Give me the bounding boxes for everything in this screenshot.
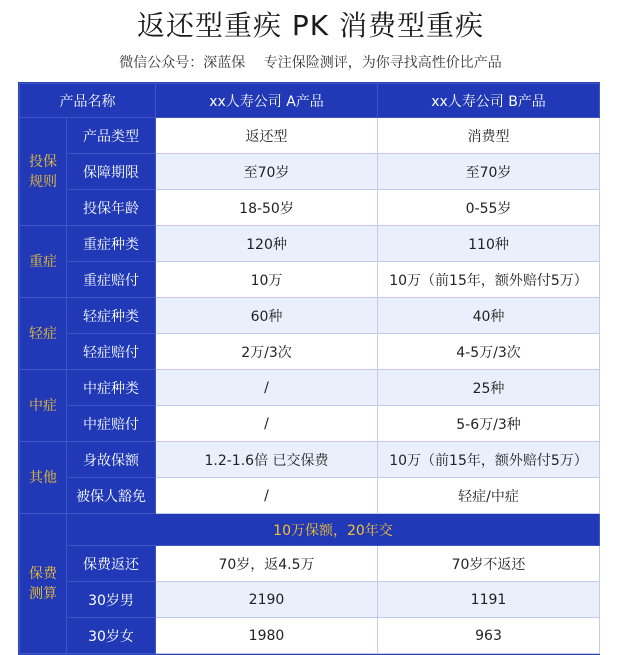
premium-band: 10万保额，20年交 — [67, 514, 600, 546]
header-product-name: 产品名称 — [20, 84, 156, 118]
comparison-table — [18, 82, 600, 655]
product-a-value: / — [156, 370, 378, 406]
row-label: 产品类型 — [67, 118, 156, 154]
table-row — [20, 226, 600, 262]
row-label: 中症赔付 — [67, 406, 156, 442]
product-a-value: 70岁，返4.5万 — [156, 546, 378, 582]
product-a-value: 1980 — [156, 618, 378, 654]
table-row — [20, 478, 600, 514]
header-product-b: xx人寿公司 B产品 — [378, 84, 600, 118]
table-row — [20, 546, 600, 582]
row-label: 30岁男 — [67, 582, 156, 618]
product-b-value: 至70岁 — [378, 154, 600, 190]
row-label: 轻症种类 — [67, 298, 156, 334]
product-a-value: 返还型 — [156, 118, 378, 154]
table-row — [20, 406, 600, 442]
category-qingzheng: 轻症 — [20, 298, 67, 370]
table-row — [20, 298, 600, 334]
product-b-value: 10万（前15年，额外赔付5万） — [378, 262, 600, 298]
product-b-value: 40种 — [378, 298, 600, 334]
product-a-value: 60种 — [156, 298, 378, 334]
row-label: 重症赔付 — [67, 262, 156, 298]
table-row — [20, 262, 600, 298]
row-label: 30岁女 — [67, 618, 156, 654]
table-row — [20, 190, 600, 226]
product-b-value: 轻症/中症 — [378, 478, 600, 514]
row-label: 保障期限 — [67, 154, 156, 190]
product-b-value: 25种 — [378, 370, 600, 406]
table-row — [20, 582, 600, 618]
product-b-value: 0-55岁 — [378, 190, 600, 226]
page-title: 返还型重疾 PK 消费型重疾 — [136, 9, 485, 42]
category-qita: 其他 — [20, 442, 67, 514]
product-b-value: 10万（前15年，额外赔付5万） — [378, 442, 600, 478]
row-label: 投保年龄 — [67, 190, 156, 226]
category-zhongzheng-mid: 中症 — [20, 370, 67, 442]
page-subtitle: 微信公众号：深蓝保 专注保险测评，为你寻找高性价比产品 — [119, 55, 502, 71]
product-a-value: 10万 — [156, 262, 378, 298]
product-b-value: 1191 — [378, 582, 600, 618]
row-label: 中症种类 — [67, 370, 156, 406]
product-a-value: 120种 — [156, 226, 378, 262]
row-label: 保费返还 — [67, 546, 156, 582]
product-a-value: 至70岁 — [156, 154, 378, 190]
product-a-value: 18-50岁 — [156, 190, 378, 226]
product-a-value: / — [156, 406, 378, 442]
table-row — [20, 442, 600, 478]
row-label: 轻症赔付 — [67, 334, 156, 370]
table-row — [20, 618, 600, 654]
product-b-value: 110种 — [378, 226, 600, 262]
row-label: 身故保额 — [67, 442, 156, 478]
table-row — [20, 118, 600, 154]
header-product-a: xx人寿公司 A产品 — [156, 84, 378, 118]
product-b-value: 消费型 — [378, 118, 600, 154]
category-baofei: 保费 测算 — [20, 514, 67, 654]
product-a-value: / — [156, 478, 378, 514]
row-label: 重症种类 — [67, 226, 156, 262]
premium-band-row — [20, 514, 600, 546]
product-b-value: 70岁不返还 — [378, 546, 600, 582]
category-zhongzheng: 重症 — [20, 226, 67, 298]
table-row — [20, 154, 600, 190]
table-row — [20, 370, 600, 406]
category-toubao: 投保 规则 — [20, 118, 67, 226]
header-row — [20, 84, 600, 118]
product-b-value: 4-5万/3次 — [378, 334, 600, 370]
product-a-value: 2万/3次 — [156, 334, 378, 370]
product-a-value: 1.2-1.6倍 已交保费 — [156, 442, 378, 478]
row-label: 被保人豁免 — [67, 478, 156, 514]
product-b-value: 963 — [378, 618, 600, 654]
table-row — [20, 334, 600, 370]
product-b-value: 5-6万/3种 — [378, 406, 600, 442]
product-a-value: 2190 — [156, 582, 378, 618]
